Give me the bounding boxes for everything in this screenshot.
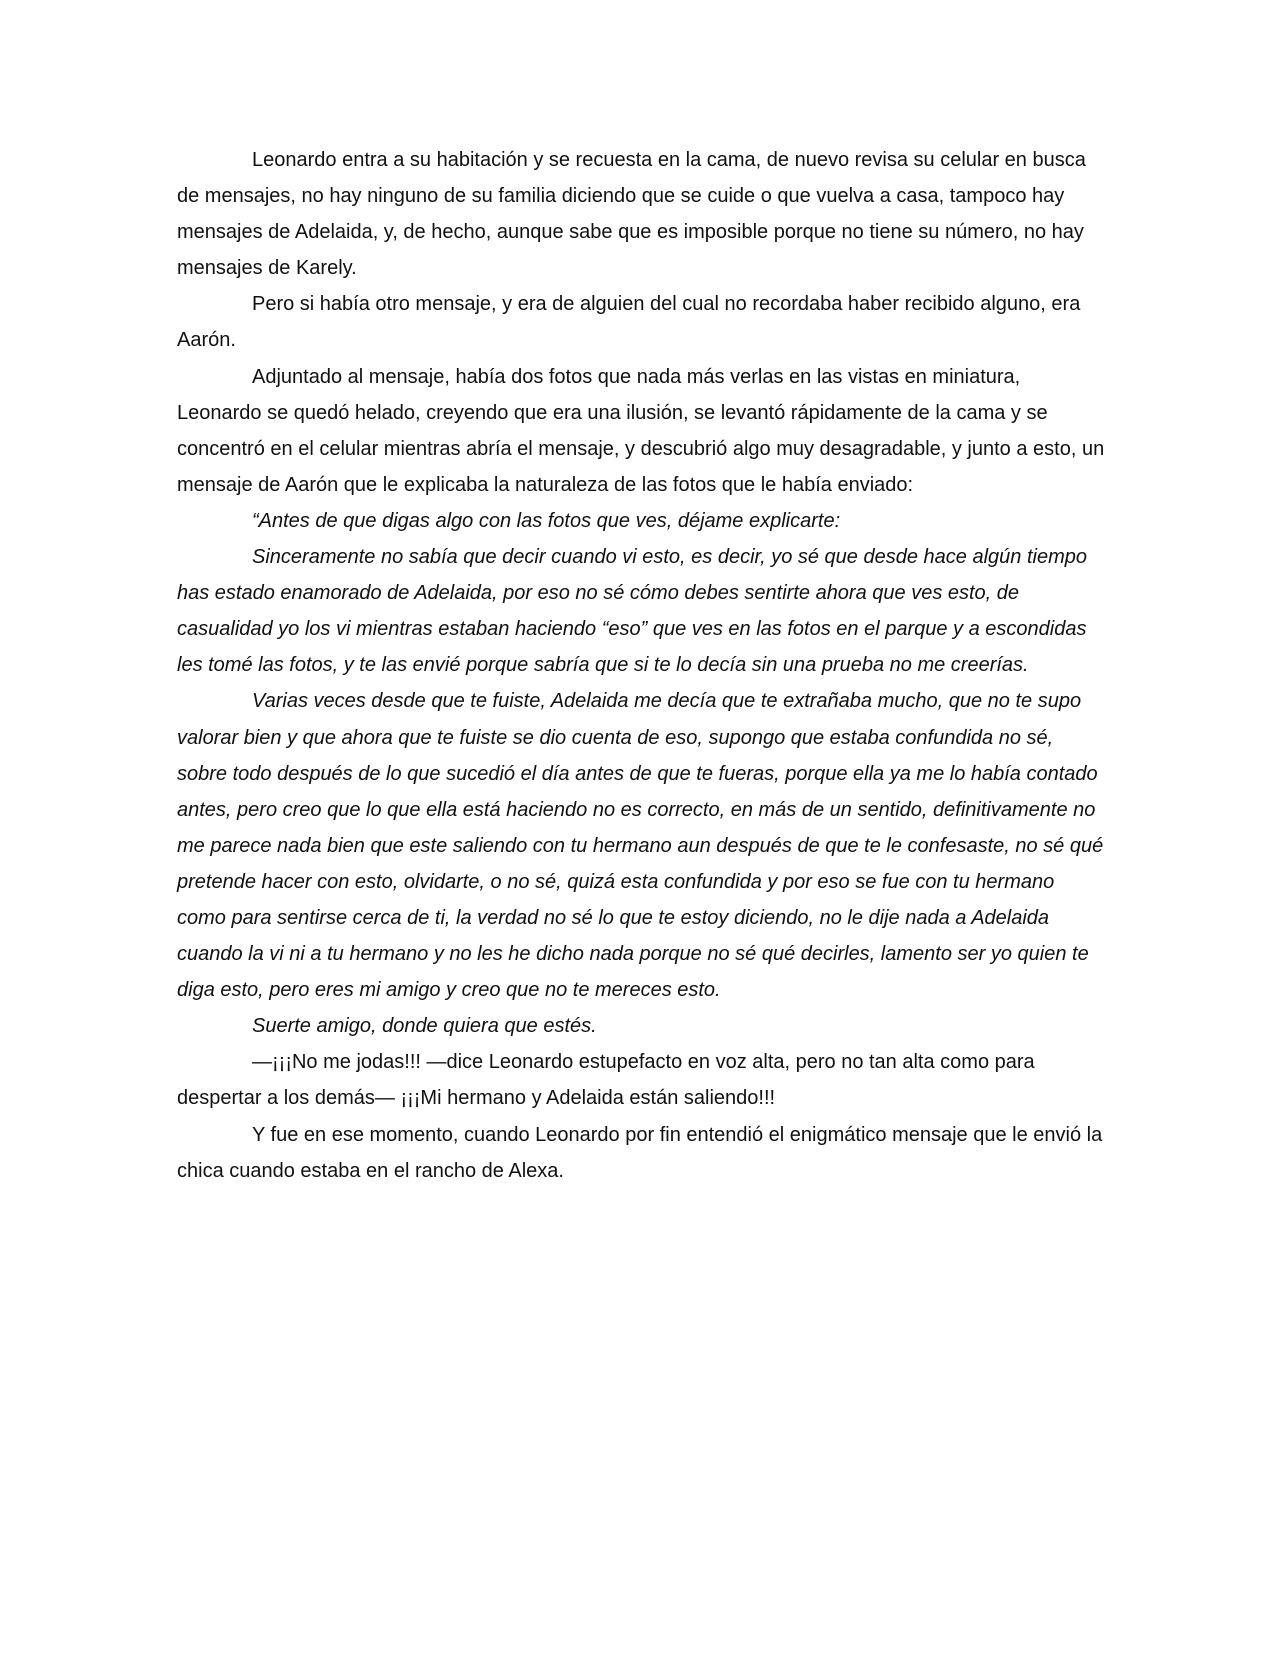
paragraph-final: Y fue en ese momento, cuando Leonardo por fin entendió el enigmático mensaje que le envió la chica cuando estaba en el rancho de Alexa.: [177, 1123, 1103, 1182]
paragraph-3: Adjuntado al mensaje, había dos fotos que nada más verlas en las vistas en miniatura, Leonardo se quedó helado, creyendo que era una ilusión, se levantó rápidamente de la cama y se concentró en el celular mientras abría el mensaje, y descubrió algo muy desagradable, y junto a esto, un mensaje de Aarón que le explicaba la naturaleza de las fotos que le había enviado:: [177, 365, 1105, 496]
message-closing: Suerte amigo, donde quiera que estés.: [252, 1015, 597, 1038]
message-opening: “Antes de que digas algo con las fotos que ves, déjame explicarte:: [252, 509, 841, 532]
message-paragraph-2: Varias veces desde que te fuiste, Adelaida me decía que te extrañaba mucho, que no te supo valorar bien y que ahora que te fuiste se dio cuenta de eso, supongo que estaba confundida no sé, sobre todo después de lo que sucedió el día antes de que te fueras, porque ella ya me lo había contado antes, pero creo que lo que ella está haciendo no es correcto, en más de un sentido, definitivamente no me parece nada bien que este saliendo con tu hermano aun después de que te le confesaste, no sé qué pretende hacer con esto, olvidarte, o no sé, quizá esta confundida y por eso se fue con tu hermano como para sentirse cerca de ti, la verdad no sé lo que te estoy diciendo, no le dije nada a Adelaida cuando la vi ni a tu hermano y no les he dicho nada porque no sé qué decirles, lamento ser yo quien te diga esto, pero eres mi amigo y creo que no te mereces esto.: [177, 690, 1104, 1002]
paragraph-2: Pero si había otro mensaje, y era de alguien del cual no recordaba haber recibido alguno, era Aarón.: [177, 293, 1081, 352]
paragraph-1: Leonardo entra a su habitación y se recuesta en la cama, de nuevo revisa su celular en busca de mensajes, no hay ninguno de su familia diciendo que se cuide o que vuelva a casa, tampoco hay mensajes de Adelaida, y, de hecho, aunque sabe que es imposible porque no tiene su número, no hay mensajes de Karely.: [177, 149, 1086, 280]
dialogue-paragraph: —¡¡¡No me jodas!!! —dice Leonardo estupefacto en voz alta, pero no tan alta como para despertar a los demás— ¡¡¡Mi hermano y Adelaida están saliendo!!!: [177, 1051, 1035, 1110]
message-paragraph-1: Sinceramente no sabía que decir cuando vi esto, es decir, yo sé que desde hace algún tiempo has estado enamorado de Adelaida, por eso no sé cómo debes sentirte ahora que ves esto, de casualidad yo los vi mientras estaban haciendo “eso” que ves en las fotos en el parque y a escondidas les tomé las fotos, y te las envié porque sabría que si te lo decía sin una prueba no me creerías.: [177, 546, 1087, 677]
document-body: [177, 142, 1107, 1189]
